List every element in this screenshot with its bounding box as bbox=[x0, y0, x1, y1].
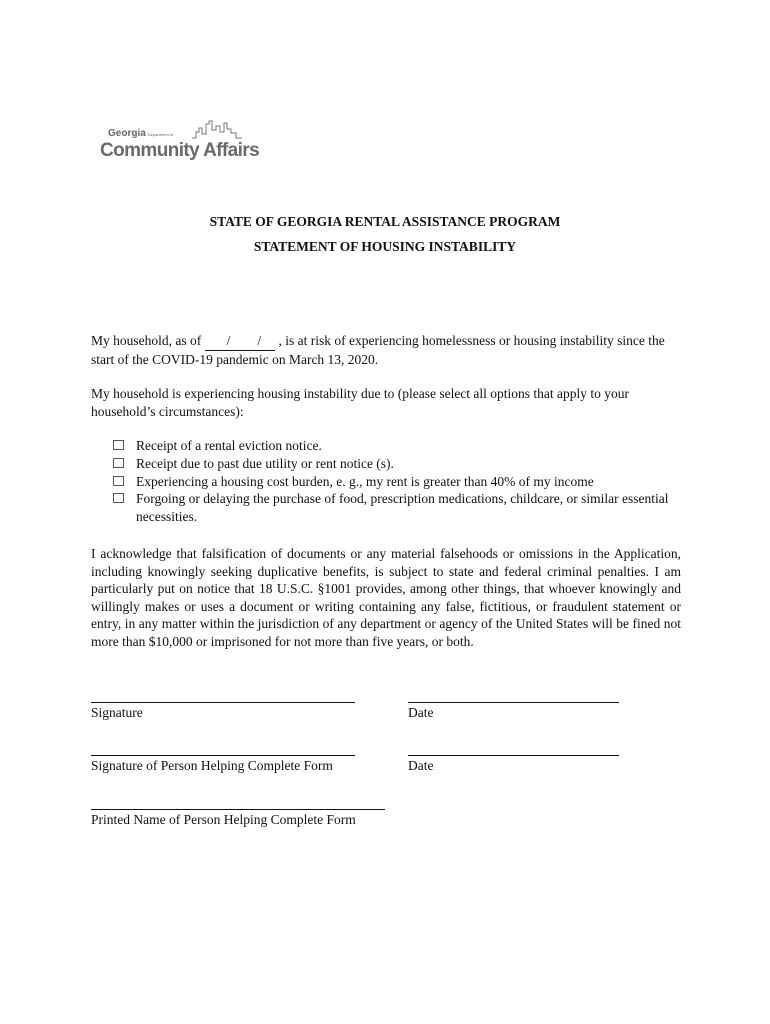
date-line-2[interactable] bbox=[408, 755, 619, 756]
option-label: Receipt due to past due utility or rent notice (s). bbox=[136, 455, 394, 471]
helper-signature-line[interactable] bbox=[91, 755, 355, 756]
helper-signature-label: Signature of Person Helping Complete Form bbox=[91, 758, 333, 773]
printed-name-label: Printed Name of Person Helping Complete Form bbox=[91, 812, 356, 827]
option-label: Experiencing a housing cost burden, e. g., my rent is greater than 40% of my income bbox=[136, 473, 594, 489]
checkbox-cost-burden[interactable] bbox=[113, 476, 124, 486]
logo-dept-text: Department of bbox=[147, 132, 174, 137]
option-forgoing-necessities bbox=[113, 490, 693, 526]
p1-after-date: , is at risk of experiencing homelessness or housing instability since the start of the COVID-19 pandemic on March 13, 2020. bbox=[91, 333, 665, 367]
logo-main-text: Community Affairs bbox=[100, 140, 260, 161]
checkbox-past-due-notice[interactable] bbox=[113, 458, 124, 468]
skyline-icon bbox=[192, 120, 242, 140]
date-blank-field[interactable] bbox=[205, 332, 276, 351]
p1-before-date: My household, as of bbox=[91, 333, 205, 348]
date-line-1[interactable] bbox=[408, 702, 619, 703]
option-eviction-notice bbox=[113, 437, 693, 455]
form-title: STATE OF GEORGIA RENTAL ASSISTANCE PROGRAM bbox=[209, 214, 561, 229]
signature-line[interactable] bbox=[91, 702, 355, 703]
date-label-1: Date bbox=[408, 705, 434, 720]
instability-intro-paragraph: My household is experiencing housing instability due to (please select all options that apply to your household’s circumstances): bbox=[91, 386, 630, 419]
dca-logo bbox=[100, 120, 260, 168]
option-past-due-notice bbox=[113, 455, 693, 473]
option-label: Forgoing or delaying the purchase of food, prescription medications, childcare, or similar essential necessities. bbox=[136, 491, 669, 525]
checkbox-forgoing-necessities[interactable] bbox=[113, 493, 124, 503]
logo-georgia-text bbox=[108, 128, 173, 139]
household-date-paragraph bbox=[91, 332, 681, 368]
option-cost-burden bbox=[113, 473, 693, 491]
date-blank-text: / / bbox=[226, 333, 262, 348]
printed-name-line[interactable] bbox=[91, 809, 385, 810]
logo-georgia-word: Georgia bbox=[108, 128, 146, 139]
checkbox-eviction-notice[interactable] bbox=[113, 440, 124, 450]
options-list bbox=[113, 437, 693, 526]
form-subtitle: STATEMENT OF HOUSING INSTABILITY bbox=[253, 239, 517, 254]
signature-label: Signature bbox=[91, 705, 143, 720]
date-label-2: Date bbox=[408, 758, 434, 773]
acknowledgement-paragraph: I acknowledge that falsification of documents or any material falsehoods or omissions in the Application, including knowingly seeking duplicative benefits, is subject to state and federal criminal penalties. I am particularly put on notice that 18 U.S.C. §1001 provides, among other things, that whoever knowingly and willingly makes or uses a document or writing containing any false, fictitious, or fraudulent statement or entry, in any matter within the jurisdiction of any department or agency of the United States will be fined not more than $10,000 or imprisoned for not more than five years, or both. bbox=[91, 546, 681, 649]
option-label: Receipt of a rental eviction notice. bbox=[136, 438, 322, 453]
